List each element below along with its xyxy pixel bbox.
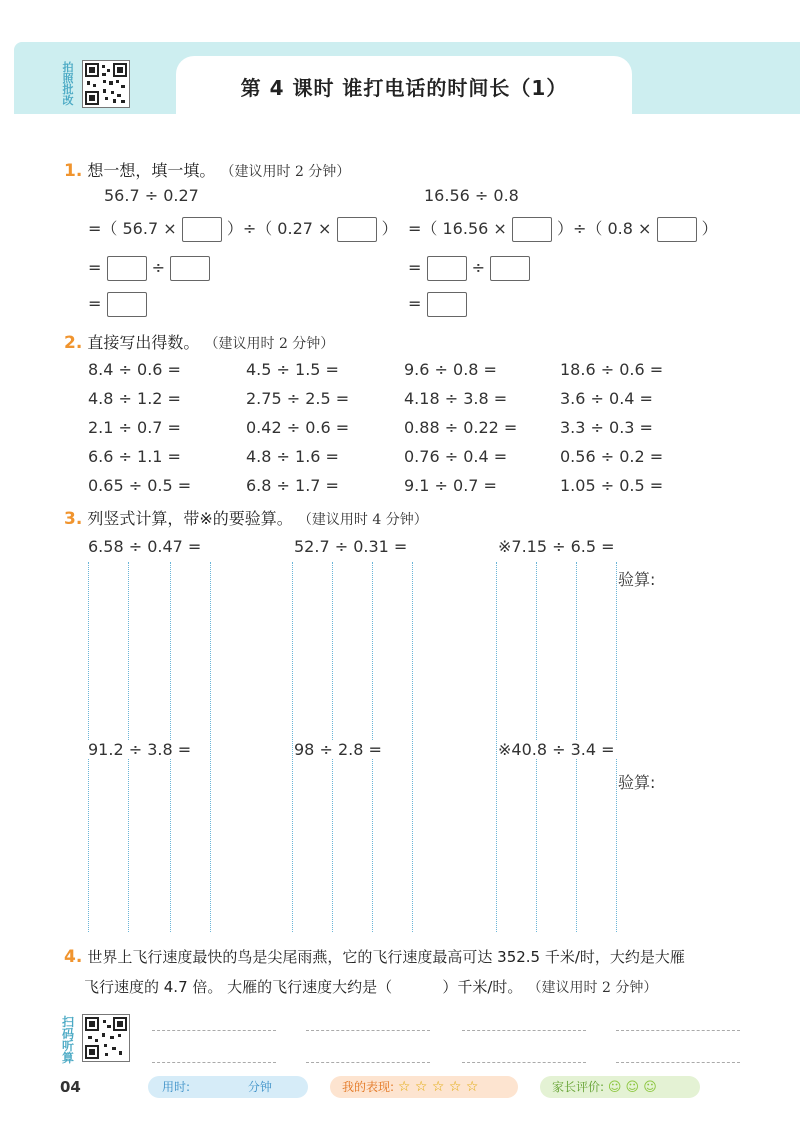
q1-right-answer-box-4[interactable] [490,256,530,281]
working-guide-line [412,562,413,932]
q3-problem: ※7.15 ÷ 6.5 = [498,537,615,556]
q1-left-eq: = [88,258,102,277]
time-unit: 分钟 [247,1080,272,1094]
q3-problem: 52.7 ÷ 0.31 = [294,537,408,556]
answer-line[interactable] [462,1030,586,1031]
q1-right-expression: 16.56 ÷ 0.8 [424,186,519,205]
answer-line[interactable] [616,1062,740,1063]
q3-problem: 91.2 ÷ 3.8 = [88,740,195,759]
q1-left-step1-a: =（ 56.7 × [88,219,177,238]
q1-right-step1 [408,216,718,242]
q1-left-answer-box-1[interactable] [182,217,222,242]
q3-problem: 6.58 ÷ 0.47 = [88,537,202,556]
q4-number: 4. [64,947,83,967]
q1-right-step3 [408,292,467,317]
q4-text-line2-a: 飞行速度的 4.7 倍。 大雁的飞行速度大约是（ [84,978,393,996]
page-number: 04 [60,1078,81,1096]
q1-left-div: ÷ [151,258,165,277]
qr-code-icon[interactable] [82,1014,130,1062]
q2-item: 0.56 ÷ 0.2 = [560,447,664,466]
q3-problem: ※40.8 ÷ 3.4 = [498,740,619,759]
q3-check-label: 验算: [618,570,656,589]
q1-left-expression: 56.7 ÷ 0.27 [104,186,199,205]
q2-item: 4.8 ÷ 1.6 = [246,447,339,466]
q1-right-div: ÷ [471,258,485,277]
answer-line[interactable] [306,1062,430,1063]
q1-right-step1-a: =（ 16.56 × [408,219,507,238]
q1-left-answer-box-5[interactable] [107,292,147,317]
q1-left-step1 [88,216,398,242]
working-guide-line [210,562,211,932]
q2-item: 0.42 ÷ 0.6 = [246,418,350,437]
q2-item: 0.88 ÷ 0.22 = [404,418,518,437]
q4-text-line2-b: ）千米/时。 [442,978,523,996]
q3-text: 列竖式计算，带※的要验算。 [87,509,293,528]
q1-left-answer-box-3[interactable] [107,256,147,281]
q1-text: 想一想，填一填。 [87,161,216,180]
star-rating-icon[interactable]: ☆ ☆ ☆ ☆ ☆ [397,1079,479,1095]
q2-item: 4.18 ÷ 3.8 = [404,389,508,408]
q2-text: 直接写出得数。 [87,333,200,352]
q1-left-step1-b: ）÷（ 0.27 × [226,219,332,238]
q4-line1 [64,946,685,967]
page-title: 第 4 课时 谁打电话的时间长（1） [240,76,568,100]
smiley-face-icon[interactable]: ☺ ☺ ☺ [607,1080,657,1095]
scan-listen-label: 扫码听算 [61,1015,74,1065]
q1-right-step1-b: ）÷（ 0.8 × [556,219,652,238]
q3-hint: （建议用时 4 分钟） [297,512,428,528]
answer-line[interactable] [152,1062,276,1063]
q2-item: 4.5 ÷ 1.5 = [246,360,339,379]
q2-item: 18.6 ÷ 0.6 = [560,360,664,379]
answer-line[interactable] [152,1030,276,1031]
time-label: 用时: [162,1080,191,1094]
q2-item: 3.6 ÷ 0.4 = [560,389,653,408]
q2-item: 6.6 ÷ 1.1 = [88,447,181,466]
q1-right-eq: = [408,258,422,277]
answer-line[interactable] [306,1030,430,1031]
performance-label: 我的表现: [342,1080,395,1094]
q2-item: 3.3 ÷ 0.3 = [560,418,653,437]
q1-right-answer-box-1[interactable] [512,217,552,242]
q2-item: 1.05 ÷ 0.5 = [560,476,664,495]
q3-heading [64,506,428,529]
q2-item: 8.4 ÷ 0.6 = [88,360,181,379]
q2-item: 2.1 ÷ 0.7 = [88,418,181,437]
answer-line[interactable] [462,1062,586,1063]
q2-heading [64,330,334,353]
q2-hint: （建议用时 2 分钟） [204,336,335,352]
q3-problem: 98 ÷ 2.8 = [294,740,386,759]
time-spent-pill[interactable] [148,1076,308,1098]
q1-right-answer-box-2[interactable] [657,217,697,242]
answer-line[interactable] [616,1030,740,1031]
q2-item: 4.8 ÷ 1.2 = [88,389,181,408]
q1-number: 1. [64,161,83,181]
q2-item: 0.65 ÷ 0.5 = [88,476,192,495]
q1-heading [64,158,350,181]
q2-item: 0.76 ÷ 0.4 = [404,447,508,466]
q1-left-answer-box-2[interactable] [337,217,377,242]
q1-left-step1-c: ） [381,219,398,238]
q1-left-step3 [88,292,147,317]
q4-line2 [84,976,657,997]
parent-review-pill[interactable] [540,1076,700,1098]
qr-code-icon[interactable] [82,60,130,108]
q1-right-answer-box-3[interactable] [427,256,467,281]
q2-item: 6.8 ÷ 1.7 = [246,476,339,495]
q3-number: 3. [64,509,83,529]
q1-right-step1-c: ） [701,219,718,238]
working-guide-line [292,562,293,932]
q1-right-eq-2: = [408,294,422,313]
parent-label: 家长评价: [552,1080,605,1094]
photo-grading-label: 拍照批改 [62,61,74,107]
q1-left-eq-2: = [88,294,102,313]
q1-left-answer-box-4[interactable] [170,256,210,281]
q4-text-line1: 世界上飞行速度最快的鸟是尖尾雨燕，它的飞行速度最高可达 352.5 千米/时，大约是大雁 [87,948,685,966]
q4-hint: （建议用时 2 分钟） [527,980,658,996]
q1-left-step2 [88,256,210,281]
q1-hint: （建议用时 2 分钟） [220,164,351,180]
q1-right-step2 [408,256,530,281]
q2-number: 2. [64,333,83,353]
performance-pill[interactable] [330,1076,518,1098]
q1-right-answer-box-5[interactable] [427,292,467,317]
q2-item: 9.6 ÷ 0.8 = [404,360,497,379]
q2-item: 2.75 ÷ 2.5 = [246,389,350,408]
q2-item: 9.1 ÷ 0.7 = [404,476,497,495]
q3-check-label: 验算: [618,770,655,793]
working-guide-line [496,562,497,932]
